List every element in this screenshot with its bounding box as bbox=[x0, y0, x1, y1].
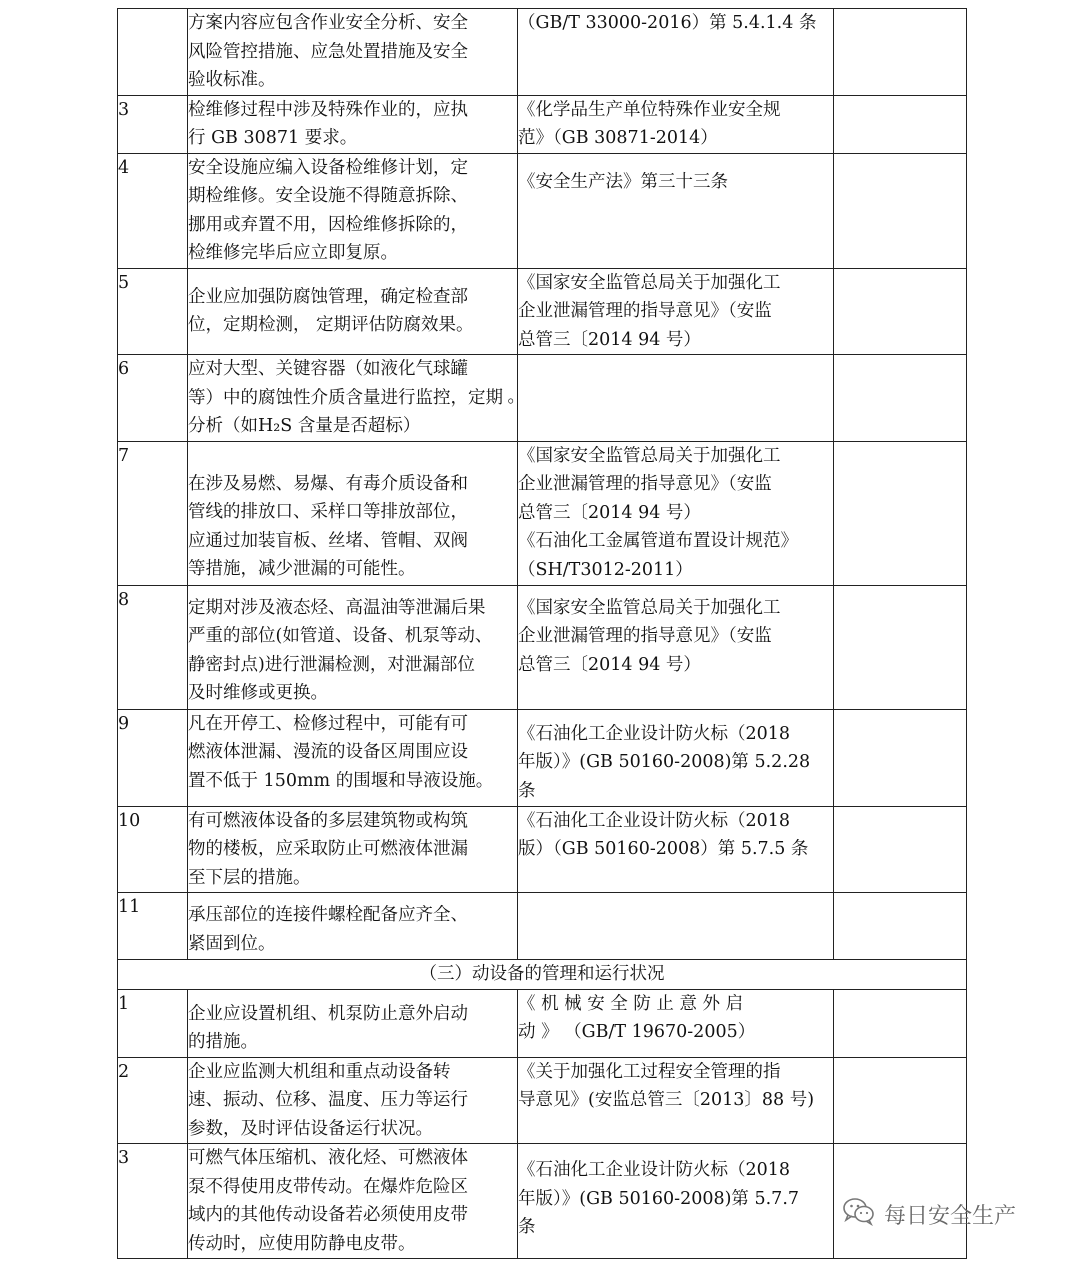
table-row bbox=[118, 893, 967, 960]
table-row bbox=[118, 268, 967, 355]
row-number: 3 bbox=[118, 1144, 188, 1259]
basis-cell: 《关于加强化工过程安全管理的指 导意见》(安监总管三〔2013〕88 号) bbox=[518, 1057, 834, 1144]
basis-cell: 《化学品生产单位特殊作业安全规 范》（GB 30871-2014） bbox=[518, 95, 834, 153]
row-number: 8 bbox=[118, 585, 188, 709]
basis-cell: 《安全生产法》第三十三条 bbox=[518, 153, 834, 268]
requirement-cell: 凡在开停工、检修过程中，可能有可 燃液体泄漏、漫流的设备区周围应设 置不低于 150mm 的围堰和导液设施。 bbox=[188, 709, 518, 806]
table-row bbox=[118, 989, 967, 1057]
inspection-standard-table bbox=[117, 8, 967, 1259]
section-header-row bbox=[118, 960, 967, 990]
section-title: （三）动设备的管理和运行状况 bbox=[118, 960, 967, 990]
basis-cell: （GB/T 33000-2016）第 5.4.1.4 条 bbox=[518, 9, 834, 96]
watermark bbox=[842, 1197, 1016, 1231]
basis-cell: 《石油化工企业设计防火标（2018 年版）》(GB 50160-2008)第 5.7.7 条 bbox=[518, 1144, 834, 1259]
basis-cell: 《国家安全监管总局关于加强化工 企业泄漏管理的指导意见》（安监 总管三〔2014 94 号） 《石油化工金属管道布置设计规范》 （SH/T3012-2011） bbox=[518, 441, 834, 585]
table-row bbox=[118, 9, 967, 96]
requirement-cell: 检维修过程中涉及特殊作业的，应执 行 GB 30871 要求。 bbox=[188, 95, 518, 153]
result-cell bbox=[834, 95, 967, 153]
result-cell bbox=[834, 893, 967, 960]
basis-cell: 《石油化工企业设计防火标（2018 版）（GB 50160-2008）第 5.7.5 条 bbox=[518, 806, 834, 893]
result-cell bbox=[834, 441, 967, 585]
row-number: 2 bbox=[118, 1057, 188, 1144]
requirement-cell: 企业应监测大机组和重点动设备转 速、振动、位移、温度、压力等运行 参数，及时评估设备运行状况。 bbox=[188, 1057, 518, 1144]
result-cell bbox=[834, 355, 967, 442]
result-cell bbox=[834, 153, 967, 268]
table-row bbox=[118, 709, 967, 806]
result-cell bbox=[834, 9, 967, 96]
requirement-cell: 企业应设置机组、机泵防止意外启动 的措施。 bbox=[188, 989, 518, 1057]
row-number: 6 bbox=[118, 355, 188, 442]
row-number: 1 bbox=[118, 989, 188, 1057]
basis-cell: 《石油化工企业设计防火标（2018 年版）》(GB 50160-2008)第 5.2.28 条 bbox=[518, 709, 834, 806]
requirement-cell: 安全设施应编入设备检维修计划，定 期检维修。安全设施不得随意拆除、 挪用或弃置不用，因检维修拆除的， 检维修完毕后应立即复原。 bbox=[188, 153, 518, 268]
row-number: 10 bbox=[118, 806, 188, 893]
result-cell bbox=[834, 585, 967, 709]
table-row bbox=[118, 585, 967, 709]
row-number: 7 bbox=[118, 441, 188, 585]
basis-cell: 《国家安全监管总局关于加强化工 企业泄漏管理的指导意见》（安监 总管三〔2014 94 号） bbox=[518, 268, 834, 355]
row-number: 9 bbox=[118, 709, 188, 806]
table-row bbox=[118, 1144, 967, 1259]
basis-cell: 《国家安全监管总局关于加强化工 企业泄漏管理的指导意见》（安监 总管三〔2014 94 号） bbox=[518, 585, 834, 709]
row-number bbox=[118, 9, 188, 96]
requirement-cell: 应对大型、关键容器（如液化气球罐 等）中的腐蚀性介质含量进行监控，定期 分析（如H₂S 含量是否超标） 。 bbox=[188, 355, 518, 442]
row-number: 3 bbox=[118, 95, 188, 153]
result-cell bbox=[834, 268, 967, 355]
requirement-cell: 承压部位的连接件螺栓配备应齐全、 紧固到位。 bbox=[188, 893, 518, 960]
basis-cell bbox=[518, 893, 834, 960]
requirement-cell: 企业应加强防腐蚀管理，确定检查部 位，定期检测， 定期评估防腐效果。 bbox=[188, 268, 518, 355]
watermark-text: 每日安全生产 bbox=[884, 1203, 1017, 1229]
requirement-cell: 方案内容应包含作业安全分析、安全 风险管控措施、应急处置措施及安全 验收标准。 bbox=[188, 9, 518, 96]
table-row bbox=[118, 806, 967, 893]
result-cell bbox=[834, 806, 967, 893]
basis-cell: 《 机 械 安 全 防 止 意 外 启 动 》 （GB/T 19670-2005） bbox=[518, 989, 834, 1057]
result-cell bbox=[834, 709, 967, 806]
result-cell bbox=[834, 1057, 967, 1144]
requirement-cell: 在涉及易燃、易爆、有毒介质设备和 管线的排放口、采样口等排放部位， 应通过加装盲板、丝堵、管帽、双阀 等措施，减少泄漏的可能性。 bbox=[188, 441, 518, 585]
table-row bbox=[118, 1057, 967, 1144]
table-row bbox=[118, 355, 967, 442]
trailing-punctuation: 。 bbox=[507, 387, 525, 407]
row-number: 5 bbox=[118, 268, 188, 355]
requirement-cell: 可燃气体压缩机、液化烃、可燃液体 泵不得使用皮带传动。在爆炸危险区 域内的其他传动设备若必须使用皮带 传动时，应使用防静电皮带。 bbox=[188, 1144, 518, 1259]
table-row bbox=[118, 441, 967, 585]
table-row bbox=[118, 95, 967, 153]
row-number: 11 bbox=[118, 893, 188, 960]
result-cell bbox=[834, 989, 967, 1057]
wechat-icon bbox=[842, 1196, 876, 1232]
requirement-cell: 定期对涉及液态烃、高温油等泄漏后果 严重的部位(如管道、设备、机泵等动、 静密封点)进行泄漏检测，对泄漏部位 及时维修或更换。 bbox=[188, 585, 518, 709]
row-number: 4 bbox=[118, 153, 188, 268]
table-row bbox=[118, 153, 967, 268]
requirement-cell: 有可燃液体设备的多层建筑物或构筑 物的楼板，应采取防止可燃液体泄漏 至下层的措施。 bbox=[188, 806, 518, 893]
basis-cell bbox=[518, 355, 834, 442]
